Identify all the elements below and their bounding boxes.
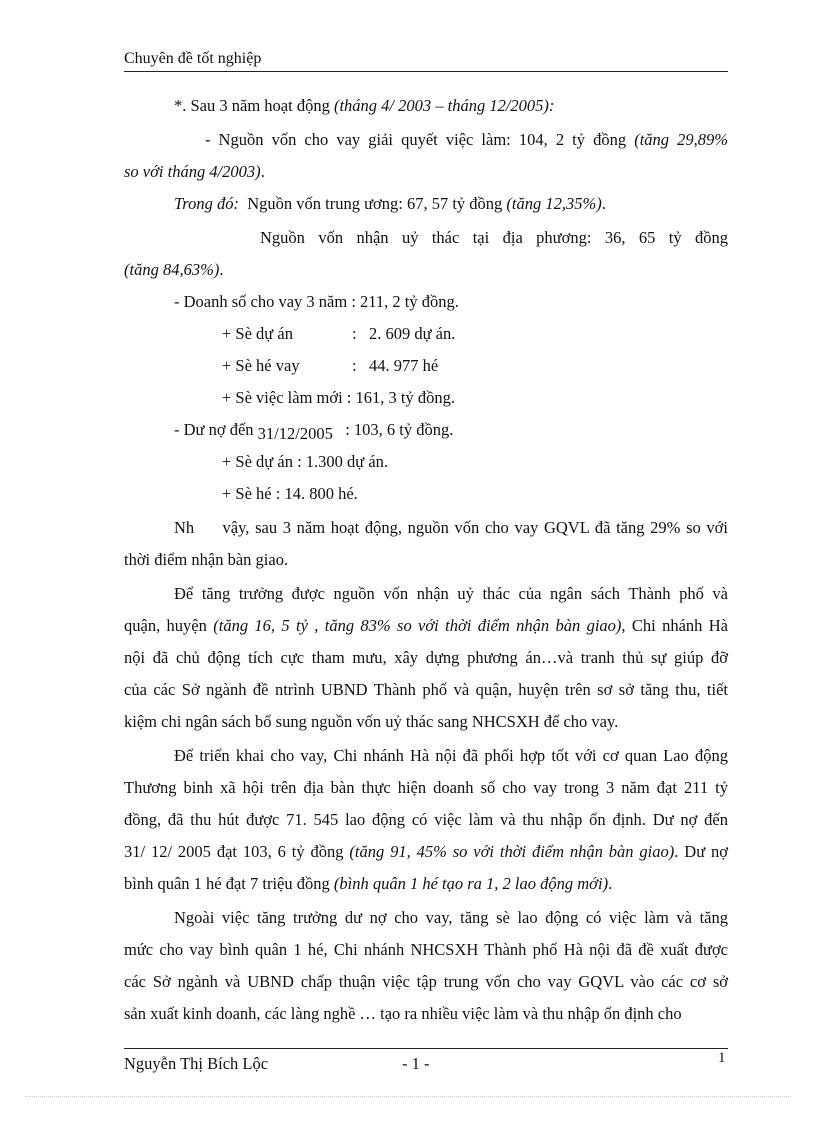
list-item: + Sè hé : 14. 800 hé. — [222, 484, 358, 503]
list-item: + Sè dự án : 1.300 dự án. — [222, 452, 389, 471]
paragraph-line: - Doanh số cho vay 3 năm : 211, 2 tỷ đồng. — [174, 292, 459, 311]
header-title: Chuyên đề tốt nghiệp — [124, 50, 262, 67]
page-bottom-border — [25, 1096, 791, 1097]
paragraph-line: đồng, đã thu hút được 71. 545 lao động có việc làm và thu nhập ổn định. Dư nợ đến — [124, 810, 728, 829]
paragraph-line: nội đã chủ động tích cực tham mưu, xây dựng phương án…và tranh thủ sự giúp đỡ — [124, 648, 728, 667]
paragraph-line: thời điểm nhận bàn giao. — [124, 550, 289, 569]
paragraph-line: quận, huyện (tăng 16, 5 tỷ , tăng 83% so với thời điểm nhận bàn giao), Chi nhánh Hà — [124, 616, 728, 635]
paragraph-line: so với tháng 4/2003). — [124, 162, 265, 181]
paragraph-line: của các Sở ngành đề ntrình UBND Thành phố và quận, huyện trên sơ sở tăng thu, tiết — [124, 680, 728, 699]
paragraph-line: kiệm chi ngân sách bổ sung nguồn vốn uỷ thác sang NHCSXH để cho vay. — [124, 712, 619, 731]
paragraph-line: Ngoài việc tăng trưởng dư nợ cho vay, tăng sè lao động có việc làm và tăng — [174, 908, 728, 927]
paragraph-line: (tăng 84,63%). — [124, 260, 224, 279]
list-item: + Sè dự án : 2. 609 dự án. — [222, 324, 456, 343]
list-item: + Sè hé vay : 44. 977 hé — [222, 356, 439, 375]
footer-page-number: - 1 - — [402, 1054, 430, 1073]
paragraph-line: Để triển khai cho vay, Chi nhánh Hà nội đã phối hợp tốt với cơ quan Lao động — [174, 746, 728, 765]
paragraph-line: 31/ 12/ 2005 đạt 103, 6 tỷ đồng (tăng 91, 45% so với thời điểm nhận bàn giao). Dư nợ — [124, 842, 728, 861]
footer-page-index: 1 — [718, 1050, 726, 1066]
list-item: + Sè việc làm mới : 161, 3 tỷ đồng. — [222, 388, 455, 407]
paragraph-line: Thương binh xã hội trên địa bàn thực hiện doanh số cho vay trong 3 năm đạt 211 tỷ — [124, 778, 728, 797]
paragraph-line: Trong đó: Nguồn vốn trung ương: 67, 57 tỷ đồng (tăng 12,35%). — [174, 194, 606, 213]
footer-divider — [124, 1048, 728, 1049]
paragraph-line: *. Sau 3 năm hoạt động (tháng 4/ 2003 – tháng 12/2005): — [174, 96, 555, 115]
paragraph-line: mức cho vay bình quân 1 hé, Chi nhánh NHCSXH Thành phố Hà nội đã đề xuất được — [124, 940, 728, 959]
paragraph-line: Để tăng trưởng được nguồn vốn nhận uỷ thác của ngân sách Thành phố và — [174, 584, 728, 603]
page-header — [124, 50, 728, 72]
paragraph-line: bình quân 1 hé đạt 7 triệu đồng (bình quân 1 hé tạo ra 1, 2 lao động mới). — [124, 874, 613, 893]
paragraph-line: Nh vậy, sau 3 năm hoạt động, nguồn vốn cho vay GQVL đã tăng 29% so với — [174, 518, 728, 537]
paragraph-line: Nguồn vốn nhận uỷ thác tại địa phương: 36, 65 tỷ đồng — [260, 228, 728, 247]
paragraph-line: các Sở ngành và UBND chấp thuận việc tập trung vốn cho vay GQVL vào các cơ sở — [124, 972, 728, 991]
paragraph-line: sản xuất kinh doanh, các làng nghề … tạo ra nhiều việc làm và thu nhập ổn định cho — [124, 1004, 682, 1023]
footer-author: Nguyễn Thị Bích Lộc — [124, 1054, 269, 1073]
paragraph-line: - Nguồn vốn cho vay giải quyết việc làm: 104, 2 tỷ đồng (tăng 29,89% — [204, 130, 728, 149]
paragraph-line: - Dư nợ đến 31/12/2005 : 103, 6 tỷ đồng. — [174, 420, 454, 443]
